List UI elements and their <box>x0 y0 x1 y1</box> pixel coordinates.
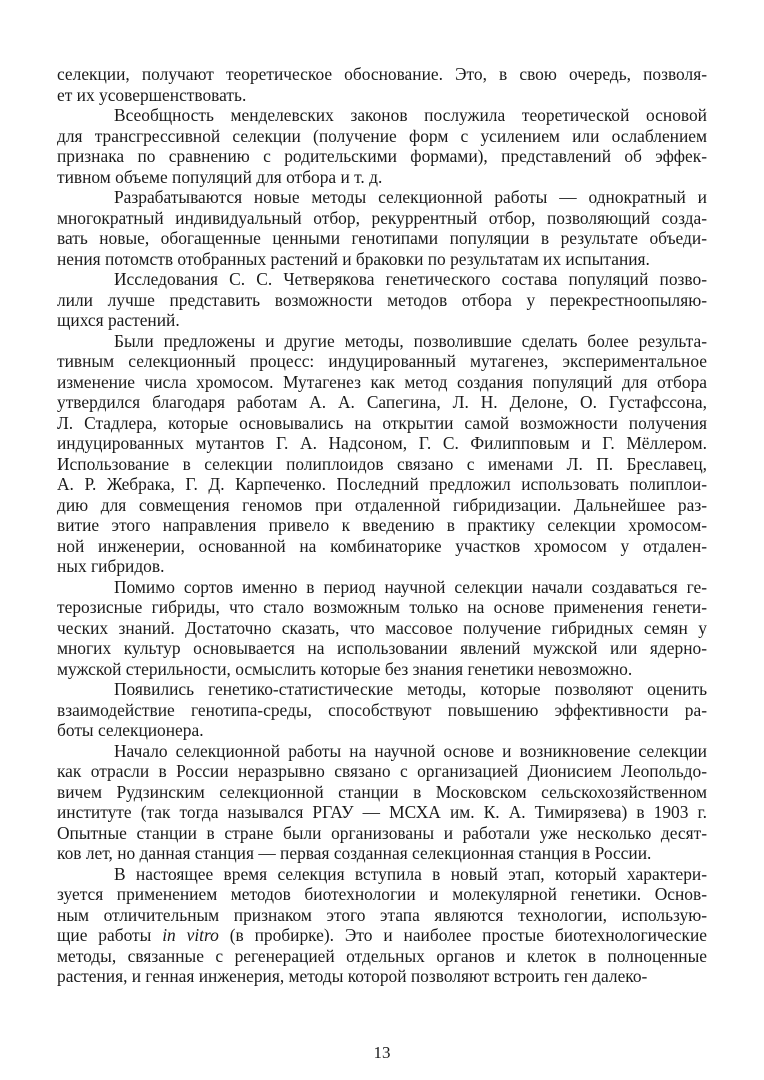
text-line: ным отличительным признаком этого этапа являются технологии, использую- <box>57 904 707 925</box>
paragraph <box>57 741 707 864</box>
text-line: нения потомств отобранных растений и браковки по результатам их испытания. <box>57 248 650 269</box>
text-line: В настоящее время селекция вступила в новый этап, который характери- <box>114 863 707 884</box>
text-line: тивным селекционный процесс: индуцированный мутагенез, экспериментальное <box>57 351 707 371</box>
text-line: лили лучше представить возможности методов отбора у перекрестноопыляю- <box>57 289 707 310</box>
text-line: мужской стерильности, осмыслить которые без знания генетики невозможно. <box>57 658 633 679</box>
text-line: тивном объеме популяций для отбора и т. д. <box>57 166 383 187</box>
text-line: Опытные станции в стране были организованы и работали уже несколько десят- <box>57 822 707 843</box>
text-line: дию для совмещения геномов при отдаленной гибридизации. Дальнейшее раз- <box>57 494 707 515</box>
text-line: институте (так тогда назывался РГАУ — МСХА им. К. А. Тимирязева) в 1903 г. <box>57 802 707 822</box>
text-line: Всеобщность менделевских законов послужила теоретической основой <box>114 105 707 125</box>
text-line: Начало селекционной работы на научной основе и возникновение селекции <box>114 740 707 761</box>
italic-term: in vitro <box>162 925 219 945</box>
text-line: многих культур основывается на использовании явлений мужской или ядерно- <box>57 638 707 658</box>
text-line: А. Р. Жебрака, Г. Д. Карпеченко. Последний предложил использовать полиплои- <box>57 474 707 494</box>
text-line: селекции, получают теоретическое обоснование. Это, в свою очередь, позволя- <box>57 64 707 84</box>
paragraph <box>57 187 707 269</box>
page-number: 13 <box>373 1043 391 1062</box>
text-line: щихся растений. <box>57 310 180 330</box>
text-line: Л. Стадлера, которые основывались на открытии самой возможности получения <box>57 412 707 433</box>
paragraph <box>57 64 707 105</box>
text-line: утвердился благодаря работам А. А. Сапегина, Л. Н. Делоне, О. Густафссона, <box>57 392 707 412</box>
text-line: методы, связанные с регенерацией отдельных органов и клеток в полноценные <box>57 945 707 966</box>
text-line: многократный индивидуальный отбор, рекуррентный отбор, позволяющий созда- <box>57 207 707 228</box>
text-line: Разрабатываются новые методы селекционной работы — однократный и <box>114 187 707 207</box>
text-line: Исследования С. С. Четверякова генетического состава популяций позво- <box>114 269 707 289</box>
text-line: ческих знаний. Достаточно сказать, что массовое получение гибридных семян у <box>57 617 707 638</box>
text-line: Были предложены и другие методы, позволившие сделать более результа- <box>114 330 707 351</box>
text-line: взаимодействие генотипа-среды, способствуют повышению эффективности ра- <box>57 699 707 720</box>
text-line: растения, и генная инженерия, методы которой позволяют встроить ген далеко- <box>57 966 648 986</box>
paragraph <box>57 269 707 331</box>
text-line: витие этого направления привело к введению в практику селекции хромосом- <box>57 515 707 535</box>
text-line: Помимо сортов именно в период научной селекции начали создаваться ге- <box>114 576 707 597</box>
paragraph <box>57 577 707 680</box>
text-line: зуется применением методов биотехнологии и молекулярной генетики. Основ- <box>57 884 707 904</box>
text-line: щие работы in vitro (в пробирке). Это и наиболее простые биотехнологические <box>57 925 707 945</box>
paragraph <box>57 864 707 987</box>
text-line: терозисные гибриды, что стало возможным только на основе применения генети- <box>57 597 707 617</box>
text-line: Использование в селекции полиплоидов связано с именами Л. П. Бреславец, <box>57 453 707 474</box>
text-line: изменение числа хромосом. Мутагенез как метод создания популяций для отбора <box>57 371 707 392</box>
text-line: ет их усовершенствовать. <box>57 84 247 105</box>
page-body <box>57 64 707 987</box>
text-line: вичем Рудзинским селекционной станции в Московском сельскохозяйственном <box>57 781 707 802</box>
paragraph <box>57 331 707 577</box>
text-line: боты селекционера. <box>57 720 204 740</box>
text-line: вать новые, обогащенные ценными генотипами популяции в результате объеди- <box>57 228 707 248</box>
text-line: ных гибридов. <box>57 556 165 576</box>
paragraph <box>57 679 707 741</box>
text-line: как отрасли в России неразрывно связано с организацией Дионисием Леопольдо- <box>57 761 707 781</box>
text-line: для трансгрессивной селекции (получение форм с усилением или ослаблением <box>57 125 707 146</box>
text-line: ной инженерии, основанной на комбинаторике участков хромосом у отдален- <box>57 535 707 556</box>
text-line: Появились генетико-статистические методы, которые позволяют оценить <box>114 679 707 699</box>
text-line: признака по сравнению с родительскими формами), представлений об эффек- <box>57 146 707 166</box>
text-line: индуцированных мутантов Г. А. Надсоном, Г. С. Филипповым и Г. Мёллером. <box>57 433 707 453</box>
paragraph <box>57 105 707 187</box>
text-line: ков лет, но данная станция — первая созданная селекционная станция в России. <box>57 843 652 863</box>
